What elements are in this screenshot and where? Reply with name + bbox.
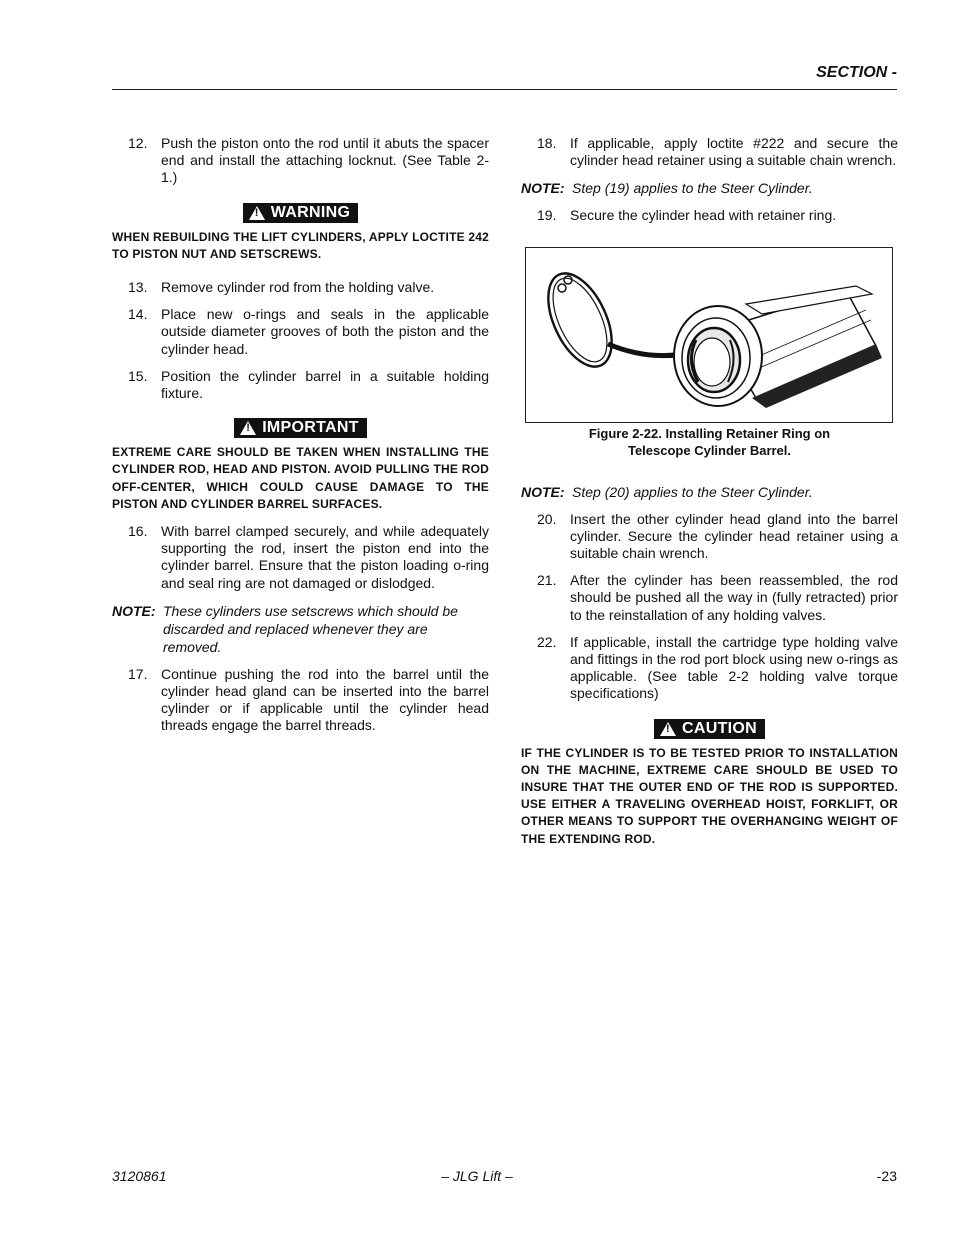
important-label: IMPORTANT xyxy=(262,419,359,437)
figure-retainer-ring xyxy=(525,247,893,423)
step-number: 16. xyxy=(128,523,148,540)
step-text: Place new o-rings and seals in the applicable outside diameter grooves of both the piston and the cylinder head. xyxy=(161,306,489,357)
step-text: Position the cylinder barrel in a suitable holding fixture. xyxy=(161,367,489,402)
retainer-ring-illustration xyxy=(526,248,892,422)
warning-triangle-icon xyxy=(660,722,676,736)
note-label: NOTE: xyxy=(521,180,565,197)
warning-text: WHEN REBUILDING THE LIFT CYLINDERS, APPLY LOCTITE 242 TO PISTON NUT AND SETSCREWS. xyxy=(112,229,489,261)
step-number: 15. xyxy=(128,367,148,384)
warning-label: WARNING xyxy=(270,203,351,221)
note-text: Step (20) applies to the Steer Cylinder. xyxy=(572,483,813,500)
important-text: EXTREME CARE SHOULD BE TAKEN WHEN INSTALLING THE CYLINDER ROD, HEAD AND PISTON. AVOID PULLING THE ROD OFF-CENTER, WHICH COULD CAUSE DAMAGE TO THE PISTON AND CYLINDER BARREL SURFACES. xyxy=(112,445,489,511)
caution-banner xyxy=(521,719,898,739)
step-text: Remove cylinder rod from the holding valve. xyxy=(161,279,435,296)
step-20 xyxy=(521,511,898,563)
note-label: NOTE: xyxy=(521,483,565,500)
step-text: Continue pushing the rod into the barrel until the cylinder head gland can be inserted into the barrel cylinder or if applicable until the cylinder head threads engage the barrel threads. xyxy=(161,665,489,734)
step-number: 17. xyxy=(128,665,148,682)
step-text: Secure the cylinder head with retainer ring. xyxy=(570,207,837,224)
footer-doc-number: 3120861 xyxy=(112,1168,167,1184)
step-text: Push the piston onto the rod until it abuts the spacer end and install the attaching locknut. (See Table 2-1.) xyxy=(161,135,489,186)
step-12 xyxy=(112,135,489,187)
note-step20 xyxy=(521,483,898,501)
step-text: If applicable, apply loctite #222 and secure the cylinder head retainer using a suitable chain wrench. xyxy=(570,135,898,169)
step-17 xyxy=(112,666,489,735)
warning-triangle-icon xyxy=(240,421,256,435)
step-number: 19. xyxy=(537,207,557,224)
footer-page-number: -23 xyxy=(876,1168,897,1184)
note-setscrews xyxy=(112,602,489,656)
step-text: After the cylinder has been reassembled, the rod should be pushed all the way in (fully retracted) prior to the reinstallation of any holding valves. xyxy=(570,572,898,623)
step-13 xyxy=(112,279,489,296)
step-15 xyxy=(112,368,489,402)
step-number: 13. xyxy=(128,279,148,296)
step-number: 14. xyxy=(128,306,148,323)
caution-label: CAUTION xyxy=(682,719,757,737)
note-label: NOTE: xyxy=(112,602,156,619)
step-number: 18. xyxy=(537,135,557,151)
step-text: Insert the other cylinder head gland into the barrel cylinder. Secure the cylinder head retainer using a suitable chain wrench. xyxy=(570,510,898,562)
step-16 xyxy=(112,523,489,592)
left-column xyxy=(112,135,489,745)
warning-triangle-icon xyxy=(249,206,265,220)
footer-publisher: – JLG Lift – xyxy=(441,1168,513,1184)
step-18 xyxy=(521,135,898,169)
step-14 xyxy=(112,306,489,358)
warning-banner xyxy=(112,203,489,223)
step-number: 22. xyxy=(537,633,557,650)
step-text: With barrel clamped securely, and while adequately supporting the rod, insert the piston end into the cylinder barrel. Ensure that the piston loading o-ring and seal ring are not damaged or dislodged. xyxy=(161,523,489,591)
step-number: 20. xyxy=(537,510,557,527)
step-text: If applicable, install the cartridge type holding valve and fittings in the rod port block using new o-rings as applicable. (See table 2-2 holding valve torque specifications) xyxy=(570,633,898,702)
note-text: These cylinders use setscrews which should be discarded and replaced whenever they are removed. xyxy=(163,602,458,655)
figure-caption xyxy=(521,425,898,459)
caption-line-1: Figure 2-22. Installing Retainer Ring on xyxy=(588,425,831,441)
step-22 xyxy=(521,634,898,703)
section-title: SECTION - xyxy=(816,64,897,81)
step-number: 21. xyxy=(537,572,557,589)
note-step19 xyxy=(521,179,898,197)
header-divider xyxy=(112,89,897,90)
right-column xyxy=(521,135,898,864)
caption-line-2: Telescope Cylinder Barrel. xyxy=(627,442,792,458)
important-banner xyxy=(112,418,489,438)
step-21 xyxy=(521,572,898,624)
note-text: Step (19) applies to the Steer Cylinder. xyxy=(572,180,813,197)
caution-text: IF THE CYLINDER IS TO BE TESTED PRIOR TO INSTALLATION ON THE MACHINE, EXTREME CARE SHOULD BE USED TO INSURE THAT THE OUTER END OF THE ROD IS SUPPORTED. USE EITHER A TRAVELING OVERHEAD HOIST, FORKLIFT, OR OTHER MEANS TO SUPPORT THE OVERHANGING WEIGHT OF THE EXTENDING ROD. xyxy=(521,745,898,846)
step-19 xyxy=(521,207,898,224)
step-number: 12. xyxy=(128,135,148,151)
